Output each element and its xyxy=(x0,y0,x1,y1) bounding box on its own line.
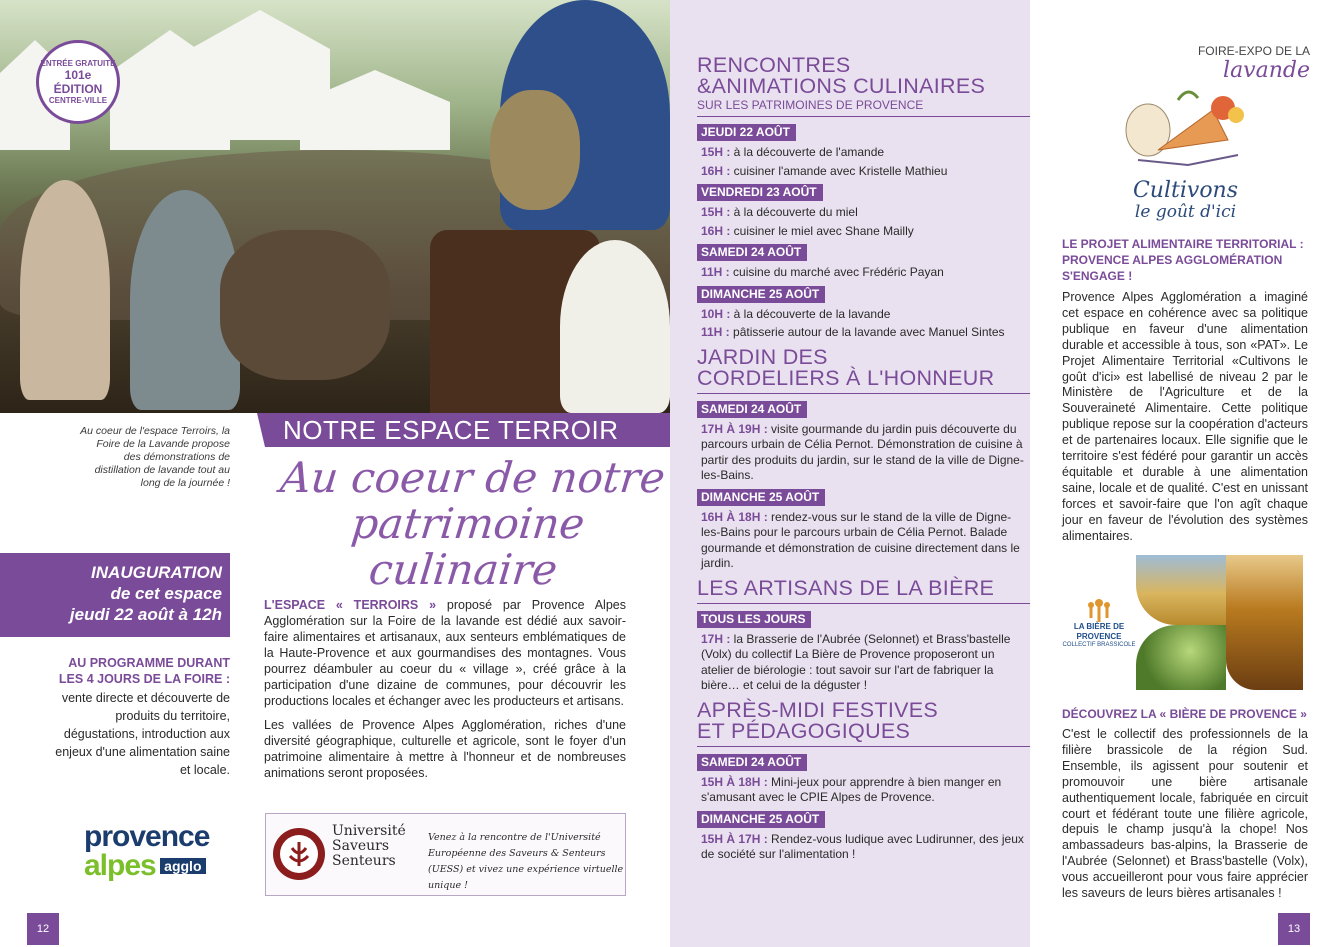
event-time: 11H : xyxy=(701,325,730,339)
event-text: Mini-jeux pour apprendre à bien manger en s'amusant avec le CPIE Alpes de Provence. xyxy=(701,774,1002,804)
script-title: Au coeur de notre patrimoine culinaire xyxy=(278,453,668,594)
section-divider xyxy=(697,746,1030,747)
programme-column xyxy=(697,55,1030,869)
section-rencontres-title1: RENCONTRES xyxy=(697,53,851,77)
day-label: SAMEDI 24 AOÛT xyxy=(697,244,807,261)
intro-text xyxy=(264,597,626,789)
beer-image xyxy=(1062,555,1303,690)
section-title: NOTRE ESPACE TERROIR xyxy=(265,413,670,447)
section-rencontres-title2: &ANIMATIONS CULINAIRES xyxy=(697,74,986,98)
day-label: SAMEDI 24 AOÛT xyxy=(697,401,807,418)
page-number-right: 13 xyxy=(1278,913,1310,945)
day-label: DIMANCHE 25 AOÛT xyxy=(697,286,825,303)
pat-body: Provence Alpes Agglomération a imaginé cet espace en cohérence avec sa politique publique en faveur d'une alimentation durable et accessible à tous, son «PAT». Le Projet Alimentaire Territorial «Cultivons le goût d'ici» est labellisé de niveau 2 par le Ministère de l'Agriculture et de la Souveraineté Alimentaire. Cette politique publique repose sur la coopération d'acteurs et de partenaires locaux. Elle signifie que le territoire s'est fédéré pour garantir un accès équitable et durable à une alimentation saine, locale et de qualité. C'est en unissant forces et savoir-faire que l'on agît chaque jour en faveur de l'évolution des systèmes alimentaires. xyxy=(1062,290,1308,543)
inauguration-line3: jeudi 22 août à 12h xyxy=(69,605,222,624)
event-text: visite gourmande du jardin puis découverte du parcours urbain de Célia Pernot. Démonstration de cuisine à partir des produits du jardin, sur le stand de la ville de Digne-les-Bains. xyxy=(701,421,1024,482)
event-item xyxy=(697,510,1030,572)
event-text: à la découverte de la lavande xyxy=(730,306,891,321)
day-label: DIMANCHE 25 AOÛT xyxy=(697,489,825,506)
event-item xyxy=(697,224,1030,240)
uess-name-line3: Senteurs xyxy=(332,853,396,869)
section-apres-midi-title2: ET PÉDAGOGIQUES xyxy=(697,718,911,743)
beer-body: C'est le collectif des professionnels de la filière brassicole de la région Sud. Ensemble, ils agissent pour soutenir et promouvoir une bière artisanale authentiquement locale, fabriquée en circuit court et fédérant toute une filière agricole, depuis le champ jusqu'à la chope! Nos ambassadeurs bas-alpins, la Brasserie de l'Aubrée (Selonnet) et Brass'bastelle (Volx), vous accueilleront pour vous faire apprécier les saveurs de leurs bières artisanales ! xyxy=(1062,727,1308,901)
section-rencontres-subtitle: SUR LES PATRIMOINES DE PROVENCE xyxy=(697,98,924,112)
event-text: Rendez-vous ludique avec Ludirunner, des jeux de société sur l'alimentation ! xyxy=(701,831,1024,861)
hops-photo xyxy=(1136,625,1226,690)
logo-word-agglo: agglo xyxy=(160,858,205,874)
section-rencontres xyxy=(697,55,1030,341)
cultivons-line2: le goût d'ici xyxy=(1134,202,1237,222)
uess-box xyxy=(265,813,626,896)
uess-name xyxy=(332,824,422,869)
logo-word-provence: provence xyxy=(84,820,210,853)
event-time: 15H À 17H : xyxy=(701,831,768,846)
event-text: à la découverte du miel xyxy=(730,205,858,219)
foire-expo-title xyxy=(1120,44,1310,83)
section-biere-title: LES ARTISANS DE LA BIÈRE xyxy=(697,575,995,600)
edition-badge xyxy=(36,40,120,124)
cultivons-logo xyxy=(1118,80,1253,230)
beer-heading: DÉCOUVREZ LA « BIÈRE DE PROVENCE » xyxy=(1062,707,1307,721)
event-item xyxy=(697,422,1030,484)
intro-lead: L'ESPACE « TERROIRS » xyxy=(264,598,437,612)
section-jardin xyxy=(697,344,1030,572)
event-item xyxy=(697,632,1030,694)
intro-paragraph-2: Les vallées de Provence Alpes Agglomération, riches d'une diversité géographique, culturelle et agricole, sont le foyer d'un patrimoine alimentaire à mettre à l'honneur et de nombreuses animations seront proposées. xyxy=(264,718,626,780)
programme-block xyxy=(50,655,230,779)
event-time: 17H À 19H : xyxy=(701,421,768,436)
event-text: à la découverte de l'amande xyxy=(730,145,885,159)
beer-glass-photo xyxy=(1226,555,1303,690)
event-item xyxy=(697,307,1030,323)
event-time: 15H À 18H : xyxy=(701,774,768,789)
day-label: TOUS LES JOURS xyxy=(697,611,811,628)
section-divider xyxy=(697,116,1030,117)
event-time: 11H : xyxy=(701,265,730,279)
event-time: 16H : xyxy=(701,223,731,238)
wheat-field-photo xyxy=(1136,555,1226,625)
logo-word-alpes: alpes xyxy=(84,849,156,882)
intro-paragraph-1 xyxy=(264,597,626,709)
event-time: 10H : xyxy=(701,306,731,321)
uess-name-line1: Université xyxy=(332,823,406,839)
day-label: VENDREDI 23 AOÛT xyxy=(697,184,823,201)
event-text: cuisine du marché avec Frédéric Payan xyxy=(729,265,944,279)
intro-p1-text: proposé par Provence Alpes Agglomération sur la Foire de la lavande est dédié aux savoir-faire alimentaires et artisanaux, aux senteurs emblématiques de la Haute-Provence et aux gourmandises des montagnes. Vous pourrez déambuler au coeur du « village », créé grâce à la participation d'une dizaine de communes, pour découvrir les productions locales et échanger avec les producteurs et artisans. xyxy=(264,598,626,708)
uess-logo xyxy=(272,822,312,886)
section-apres-midi xyxy=(697,697,1030,863)
event-time: 17H : xyxy=(701,631,731,646)
programme-heading: AU PROGRAMME DURANT LES 4 JOURS DE LA FOIRE : xyxy=(58,656,230,686)
event-time: 15H : xyxy=(701,205,731,219)
food-illustration-icon xyxy=(1118,80,1253,175)
event-text: cuisiner le miel avec Shane Mailly xyxy=(730,223,914,238)
provence-alpes-agglo-logo xyxy=(84,822,234,882)
day-label: DIMANCHE 25 AOÛT xyxy=(697,811,825,828)
section-divider xyxy=(697,393,1030,394)
inauguration-box xyxy=(0,553,230,637)
event-item xyxy=(697,164,1030,180)
beer-logo xyxy=(1062,555,1136,690)
photo-caption: Au coeur de l'espace Terroirs, la Foire de la Lavande propose des démonstrations de distillation de lavande tout au long de la journée ! xyxy=(80,425,230,489)
inauguration-line1: INAUGURATION xyxy=(91,563,222,582)
uess-name-line2: Saveurs xyxy=(332,838,390,854)
uess-description: Venez à la rencontre de l'Université Européenne des Saveurs & Senteurs (UESS) et vivez une expérience virtuelle unique ! xyxy=(428,832,624,891)
section-biere xyxy=(697,575,1030,694)
section-jardin-title2: CORDELIERS À L'HONNEUR xyxy=(697,365,995,390)
event-item xyxy=(697,775,1030,806)
uess-emblem-icon xyxy=(272,822,326,886)
beer-logo-title: LA BIÈRE DE PROVENCE xyxy=(1073,621,1125,641)
event-time: 15H : xyxy=(701,145,731,159)
event-text: cuisiner l'amande avec Kristelle Mathieu xyxy=(730,163,948,178)
event-text: la Brasserie de l'Aubrée (Selonnet) et Brass'bastelle (Volx) du collectif La Bière de Provence proposeront un atelier de biérologie : tout savoir sur l'art de fabriquer la bière… et celui de la déguster ! xyxy=(701,631,1011,692)
event-text: pâtisserie autour de la lavande avec Manuel Sintes xyxy=(729,325,1005,339)
foire-title-script: lavande xyxy=(1223,58,1310,83)
event-time: 16H : xyxy=(701,163,731,178)
beer-logo-subtitle: COLLECTIF BRASSICOLE xyxy=(1062,641,1136,648)
inauguration-line2: de cet espace xyxy=(110,584,222,603)
section-jardin-title1: JARDIN DES xyxy=(697,344,828,369)
foire-title-prefix: FOIRE-EXPO DE LA xyxy=(1197,44,1310,58)
badge-bottom-text: CENTRE-VILLE xyxy=(48,96,108,105)
event-time: 16H À 18H : xyxy=(701,509,768,524)
day-label: SAMEDI 24 AOÛT xyxy=(697,754,807,771)
cultivons-line1: Cultivons xyxy=(1132,178,1239,203)
page-number-left: 12 xyxy=(27,913,59,945)
event-item xyxy=(697,205,1030,221)
event-item xyxy=(697,325,1030,341)
day-label: JEUDI 22 AOÛT xyxy=(697,124,796,141)
section-apres-midi-title1: APRÈS-MIDI FESTIVES xyxy=(697,697,939,722)
section-divider xyxy=(697,603,1030,604)
programme-text: vente directe et découverte de produits du territoire, dégustations, introduction aux enjeux d'une alimentation saine et locale. xyxy=(55,691,230,777)
pat-heading: LE PROJET ALIMENTAIRE TERRITORIAL : PROVENCE ALPES AGGLOMÉRATION S'ENGAGE ! xyxy=(1062,237,1304,283)
event-item xyxy=(697,265,1030,281)
wheat-icon xyxy=(1079,598,1119,622)
event-item xyxy=(697,832,1030,863)
badge-edition-text: 101e ÉDITION xyxy=(53,68,103,96)
badge-top-text: ENTRÉE GRATUITE xyxy=(40,59,116,68)
event-item xyxy=(697,145,1030,161)
event-text: rendez-vous sur le stand de la ville de Digne-les-Bains pour le parcours urbain de Célia Pernot. Balade gourmande et démonstration de cuisine directement dans le jardin. xyxy=(701,509,1020,570)
